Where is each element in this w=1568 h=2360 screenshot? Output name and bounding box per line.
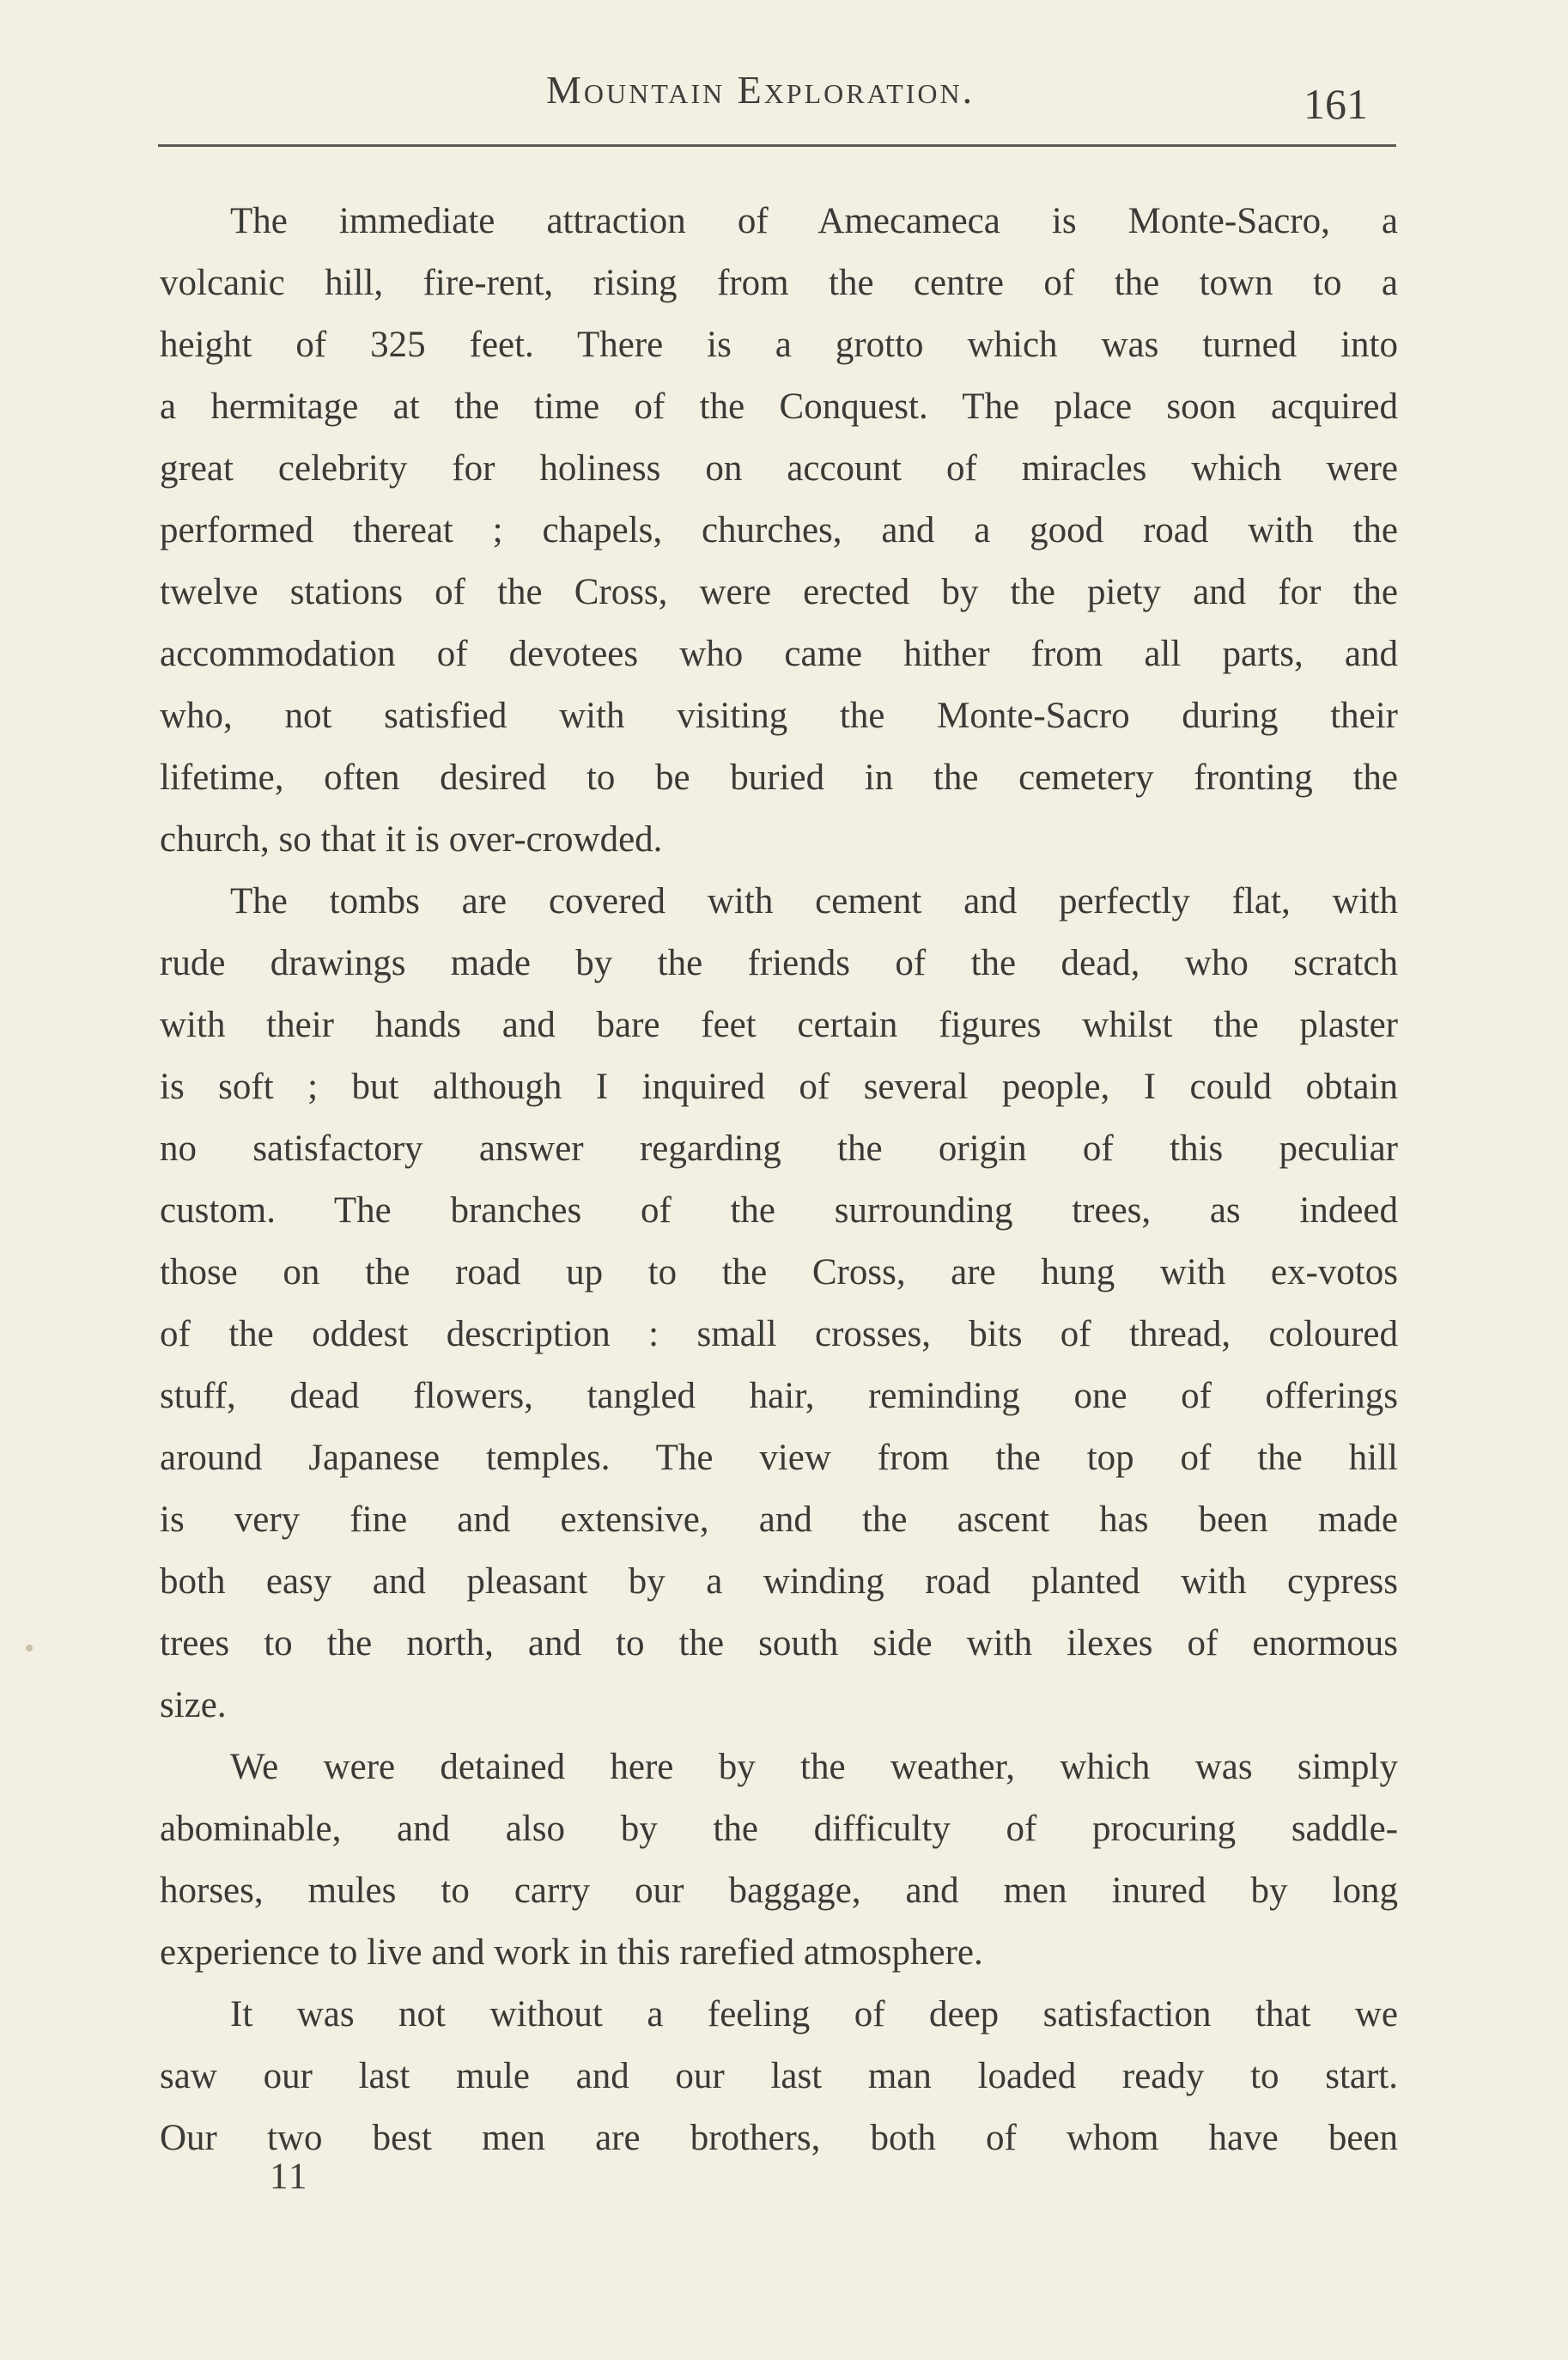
running-title: Mountain Exploration.	[546, 68, 975, 112]
text-line: The immediate attraction of Amecameca is Monte-Sacro, a	[230, 201, 1398, 241]
page-number: 161	[1304, 80, 1368, 128]
paragraph	[160, 1984, 1398, 2169]
text-line: twelve stations of the Cross, were erected by the piety and for the	[160, 572, 1398, 612]
text-line: is very fine and extensive, and the ascent has been made	[160, 1499, 1398, 1540]
signature-mark: 11	[270, 2156, 309, 2197]
text-line: height of 325 feet. There is a grotto which was turned into	[160, 325, 1398, 365]
text-line: lifetime, often desired to be buried in the cemetery fronting the	[160, 757, 1398, 798]
text-line: is soft ; but although I inquired of several people, I could obtain	[160, 1067, 1398, 1107]
text-line: It was not without a feeling of deep satisfaction that we	[230, 1994, 1398, 2035]
header-rule	[158, 144, 1396, 147]
paragraph	[160, 191, 1398, 871]
text-line: both easy and pleasant by a winding road planted with cypress	[160, 1561, 1398, 1602]
text-line: rude drawings made by the friends of the dead, who scratch	[160, 943, 1398, 983]
text-line: The tombs are covered with cement and perfectly flat, with	[230, 881, 1398, 921]
body-text	[160, 191, 1398, 2169]
text-line: custom. The branches of the surrounding trees, as indeed	[160, 1190, 1398, 1231]
running-head	[0, 67, 1568, 136]
text-line: experience to live and work in this rarefied atmosphere.	[160, 1932, 983, 1973]
text-line: church, so that it is over-crowded.	[160, 819, 663, 860]
text-line: abominable, and also by the difficulty of procuring saddle-	[160, 1809, 1398, 1849]
text-line: who, not satisfied with visiting the Monte-Sacro during their	[160, 696, 1398, 736]
text-line: stuff, dead flowers, tangled hair, reminding one of offerings	[160, 1376, 1398, 1416]
text-line: volcanic hill, fire-rent, rising from the centre of the town to a	[160, 263, 1398, 303]
text-line: performed thereat ; chapels, churches, and a good road with the	[160, 510, 1398, 550]
paragraph	[160, 1737, 1398, 1984]
text-line: a hermitage at the time of the Conquest. The place soon acquired	[160, 386, 1398, 427]
text-line: around Japanese temples. The view from the top of the hill	[160, 1438, 1398, 1478]
paragraph	[160, 871, 1398, 1737]
text-line: great celebrity for holiness on account of miracles which were	[160, 448, 1398, 489]
text-line: saw our last mule and our last man loaded ready to start.	[160, 2056, 1398, 2096]
text-line: no satisfactory answer regarding the origin of this peculiar	[160, 1128, 1398, 1169]
text-line: We were detained here by the weather, which was simply	[230, 1747, 1398, 1787]
text-line: those on the road up to the Cross, are hung with ex-votos	[160, 1252, 1398, 1293]
text-line: Our two best men are brothers, both of whom have been	[160, 2118, 1398, 2158]
text-line: of the oddest description : small crosses, bits of thread, coloured	[160, 1314, 1398, 1354]
text-line: size.	[160, 1685, 227, 1725]
margin-speck	[26, 1645, 33, 1651]
text-line: accommodation of devotees who came hither from all parts, and	[160, 634, 1398, 674]
text-line: trees to the north, and to the south side with ilexes of enormous	[160, 1623, 1398, 1664]
text-line: with their hands and bare feet certain figures whilst the plaster	[160, 1005, 1398, 1045]
text-line: horses, mules to carry our baggage, and men inured by long	[160, 1870, 1398, 1911]
